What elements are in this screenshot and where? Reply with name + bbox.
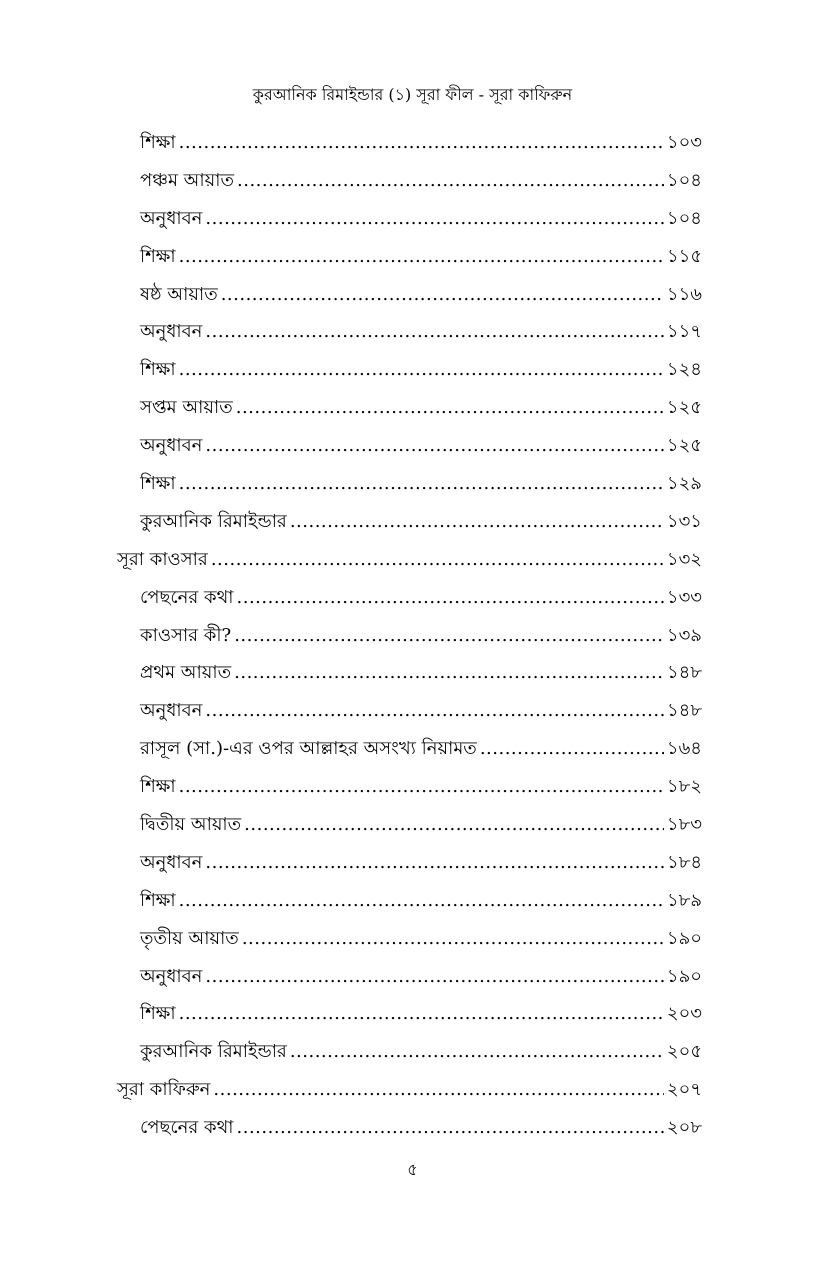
toc-entry (0, 541, 825, 579)
toc-entry (0, 200, 825, 238)
dot-leader (237, 169, 664, 193)
toc-entry-page: ১৮৪ (666, 851, 702, 873)
toc-entry-page: ১৩৩ (666, 586, 702, 608)
toc-entry-page: ১৮৯ (666, 889, 702, 911)
toc-entry-title: সূরা কাফিরুন (117, 1079, 211, 1101)
toc-entry-title: অনুধাবন (140, 851, 203, 873)
dot-leader (205, 965, 664, 989)
toc-entry-page: ১০৪ (666, 169, 702, 191)
dot-leader (480, 737, 664, 761)
toc-entry (0, 617, 825, 655)
dot-leader (213, 1078, 663, 1102)
toc-entry (0, 920, 825, 958)
toc-entry-page: ১৮৩ (666, 813, 702, 835)
toc-entry-page: ১০৩ (666, 131, 702, 153)
toc-entry-title: ষষ্ঠ আয়াত (140, 283, 218, 305)
dot-leader (236, 396, 664, 420)
table-of-contents (0, 124, 825, 1147)
toc-entry (0, 276, 825, 314)
toc-entry (0, 768, 825, 806)
page-number: ৫ (407, 1160, 418, 1179)
toc-entry-page: ১৪৮ (666, 662, 702, 684)
dot-leader (211, 548, 664, 572)
toc-entry-title: অনুধাবন (140, 321, 203, 343)
toc-entry-title: দ্বিতীয় আয়াত (140, 813, 242, 835)
dot-leader (242, 927, 664, 951)
toc-entry (0, 1071, 825, 1109)
toc-entry-page: ১৯০ (666, 927, 702, 949)
toc-entry (0, 692, 825, 730)
dot-leader (179, 472, 664, 496)
toc-entry (0, 806, 825, 844)
toc-entry (0, 995, 825, 1033)
dot-leader (205, 851, 664, 875)
toc-entry-page: ১৬৪ (666, 738, 702, 760)
toc-entry-page: ১৮২ (666, 776, 702, 798)
toc-entry-title: শিক্ষা (140, 776, 176, 798)
toc-entry-title: শিক্ষা (140, 889, 176, 911)
toc-entry-title: অনুধাবন (140, 435, 203, 457)
toc-entry (0, 579, 825, 617)
toc-entry-title: কুরআনিক রিমাইন্ডার (140, 510, 287, 532)
toc-entry (0, 654, 825, 692)
dot-leader (179, 245, 664, 269)
dot-leader (179, 1002, 664, 1026)
toc-entry-title: তৃতীয় আয়াত (140, 927, 239, 949)
dot-leader (234, 661, 664, 685)
toc-entry (0, 465, 825, 503)
toc-entry-title: শিক্ষা (140, 472, 176, 494)
dot-leader (205, 320, 664, 344)
toc-entry (0, 389, 825, 427)
dot-leader (221, 283, 664, 307)
toc-entry-page: ১১৫ (666, 245, 702, 267)
toc-entry-title: পঞ্চম আয়াত (140, 169, 234, 191)
toc-entry-page: ১৩২ (666, 548, 702, 570)
toc-entry-title: সূরা কাওসার (117, 548, 208, 570)
toc-entry-page: ১৯০ (666, 965, 702, 987)
toc-entry-title: শিক্ষা (140, 245, 176, 267)
dot-leader (290, 510, 664, 534)
toc-entry-page: ১২৫ (666, 397, 702, 419)
toc-entry-page: ২০৭ (666, 1079, 702, 1101)
running-header: কুরআনিক রিমাইন্ডার (১) সূরা ফীল - সূরা কাফিরুন (252, 85, 573, 104)
toc-entry (0, 844, 825, 882)
dot-leader (205, 434, 664, 458)
toc-entry (0, 958, 825, 996)
dot-leader (237, 586, 664, 610)
toc-entry-title: শিক্ষা (140, 131, 176, 153)
toc-entry-title: সপ্তম আয়াত (140, 397, 233, 419)
toc-entry (0, 351, 825, 389)
toc-entry-page: ২০৫ (666, 1041, 702, 1063)
toc-entry-page: ১৪৮ (666, 700, 702, 722)
toc-entry (0, 882, 825, 920)
dot-leader (179, 775, 664, 799)
dot-leader (234, 624, 664, 648)
toc-entry (0, 124, 825, 162)
toc-entry-title: শিক্ষা (140, 359, 176, 381)
toc-entry (0, 313, 825, 351)
dot-leader (244, 813, 664, 837)
toc-entry-page: ২০৮ (666, 1117, 702, 1139)
toc-entry (0, 503, 825, 541)
toc-entry-title: অনুধাবন (140, 207, 203, 229)
toc-entry-title: অনুধাবন (140, 700, 203, 722)
dot-leader (179, 889, 664, 913)
toc-entry (0, 730, 825, 768)
toc-entry-title: পেছনের কথা (140, 586, 234, 608)
dot-leader (205, 207, 664, 231)
dot-leader (205, 699, 664, 723)
toc-entry-title: রাসূল (সা.)-এর ওপর আল্লাহর অসংখ্য নিয়ামত (140, 738, 477, 760)
toc-entry-page: ১১৭ (666, 321, 702, 343)
toc-entry (0, 1109, 825, 1147)
toc-entry (0, 162, 825, 200)
dot-leader (179, 131, 664, 155)
toc-entry (0, 238, 825, 276)
toc-entry-page: ১৩১ (666, 510, 702, 532)
toc-entry-page: ১২৫ (666, 435, 702, 457)
toc-entry-title: শিক্ষা (140, 1003, 176, 1025)
toc-entry (0, 427, 825, 465)
toc-entry-title: কাওসার কী? (140, 624, 232, 646)
dot-leader (290, 1040, 664, 1064)
toc-entry-page: ১৩৯ (666, 624, 702, 646)
toc-entry-title: কুরআনিক রিমাইন্ডার (140, 1041, 287, 1063)
toc-entry-page: ১০৪ (666, 207, 702, 229)
dot-leader (237, 1116, 664, 1140)
toc-entry-title: প্রথম আয়াত (140, 662, 232, 684)
toc-entry-page: ১২৪ (666, 359, 702, 381)
toc-entry (0, 1033, 825, 1071)
dot-leader (179, 358, 664, 382)
toc-entry-title: অনুধাবন (140, 965, 203, 987)
toc-entry-page: ২০৩ (666, 1003, 702, 1025)
toc-entry-page: ১১৬ (666, 283, 702, 305)
toc-entry-title: পেছনের কথা (140, 1117, 234, 1139)
toc-entry-page: ১২৯ (666, 472, 702, 494)
